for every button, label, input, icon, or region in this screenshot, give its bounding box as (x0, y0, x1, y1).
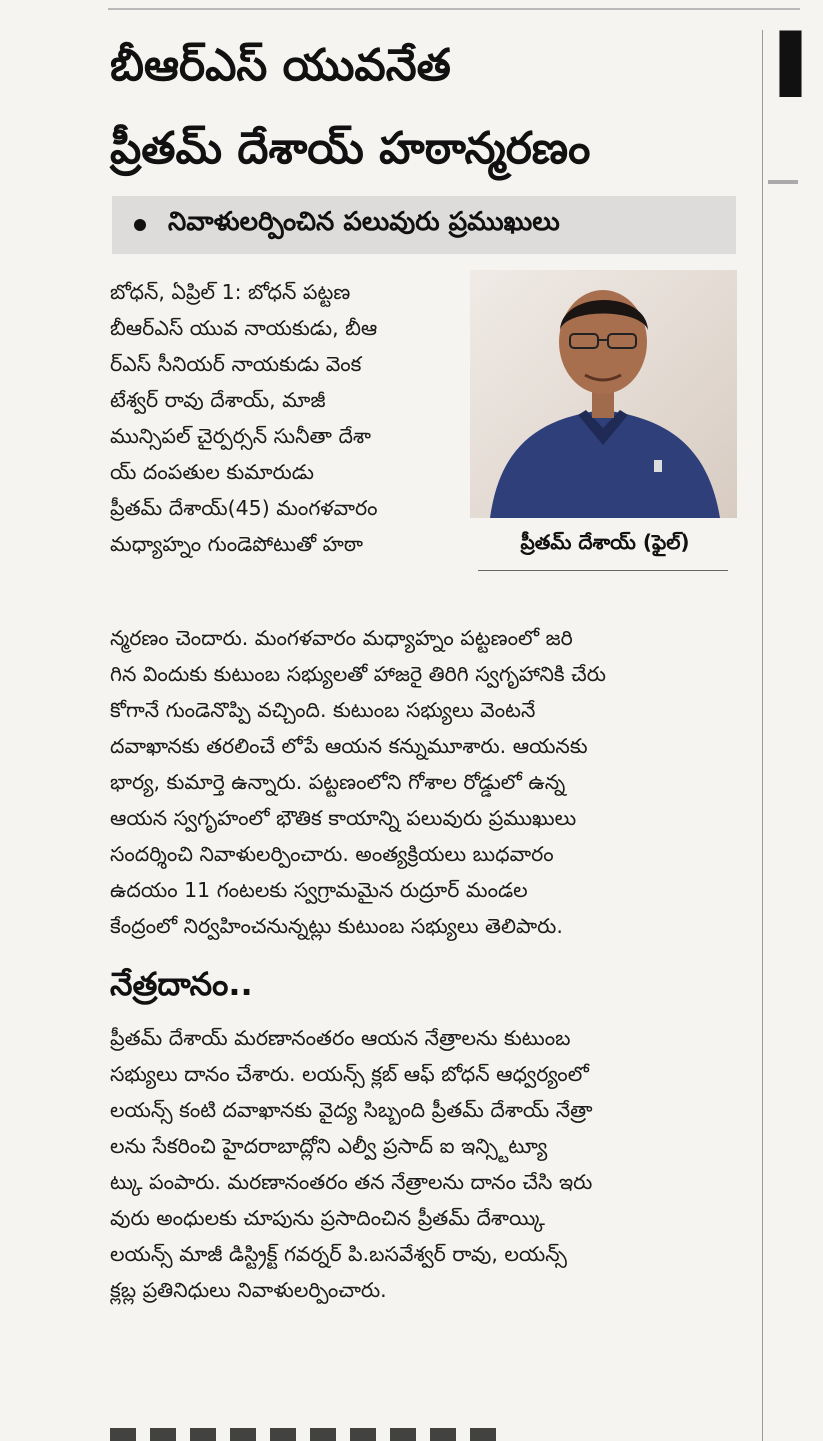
text-line: ప్రీతమ్ దేశాయ్ మరణానంతరం ఆయన నేత్రాలను కుటుంబ (110, 1026, 571, 1050)
lead-paragraph-full (110, 620, 742, 944)
text-line: కోగానే గుండెనొప్పి వచ్చింది. కుటుంబ సభ్యులు వెంటనే (110, 698, 536, 722)
text-line: ర్ఎస్ సీనియర్ నాయకుడు వెంక (110, 352, 362, 376)
portrait-photo (470, 270, 737, 518)
text-line: ఉదయం 11 గంటలకు స్వగ్రామమైన రుద్రూర్ మండల (110, 878, 528, 902)
text-line: కేంద్రంలో నిర్వహించనున్నట్లు కుటుంబ సభ్యులు తెలిపారు. (110, 914, 563, 938)
lead-paragraph-wrapped (110, 274, 462, 562)
text-line: క్లబ్ల ప్రతినిధులు నివాళులర్పించారు. (110, 1278, 387, 1302)
cropped-headline-fragment: ▌ (780, 32, 823, 97)
text-line: ఆయన స్వగృహంలో భౌతిక కాయాన్ని పలువురు ప్రముఖులు (110, 806, 577, 830)
text-line: సభ్యులు దానం చేశారు. లయన్స్ క్లబ్ ఆఫ్ బోధన్ ఆధ్వర్యంలో (110, 1062, 589, 1086)
column-divider (762, 30, 763, 1441)
text-line: లను సేకరించి హైదరాబాద్లోని ఎల్వీ ప్రసాద్ ఐ ఇన్స్టిట్యూ (110, 1134, 548, 1158)
photo-caption: ప్రీతమ్ దేశాయ్ (ఫైల్) (520, 530, 690, 554)
subheadline-band (112, 196, 736, 254)
text-line: య్ దంపతుల కుమారుడు (110, 460, 314, 484)
section-paragraph (110, 1020, 742, 1308)
section-heading: నేత్రదానం.. (110, 965, 253, 1003)
text-line: ప్రీతమ్ దేశాయ్(45) మంగళవారం (110, 496, 378, 520)
text-line: టేశ్వర్ రావు దేశాయ్, మాజీ (110, 388, 326, 412)
headline-line-1: బీఆర్ఎస్ యువనేత (110, 40, 451, 91)
caption-rule (478, 570, 728, 571)
column-rule (768, 180, 798, 184)
text-line: దవాఖానకు తరలించే లోపే ఆయన కన్నుమూశారు. ఆయనకు (110, 734, 588, 758)
text-line: లయన్స్ మాజీ డిస్ట్రిక్ట్ గవర్నర్ పి.బసవేశ్వర్ రావు, లయన్స్ (110, 1242, 567, 1266)
adjacent-column-cropped (766, 0, 823, 1441)
bullet-icon (134, 219, 146, 231)
portrait-illustration (470, 270, 737, 518)
text-line: గిన విందుకు కుటుంబ సభ్యులతో హాజరై తిరిగి స్వగృహానికి చేరు (110, 662, 606, 686)
headline-line-2: ప్రీతమ్ దేశాయ్ హఠాన్మరణం (110, 123, 591, 174)
text-line: ట్కు పంపారు. మరణానంతరం తన నేత్రాలను దానం చేసి ఇరు (110, 1170, 593, 1194)
cropped-next-line (110, 1428, 510, 1441)
text-line: న్మరణం చెందారు. మంగళవారం మధ్యాహ్నం పట్టణంలో జరి (110, 626, 573, 650)
text-line: బీఆర్ఎస్ యువ నాయకుడు, బీఆ (110, 316, 378, 340)
subheadline: నివాళులర్పించిన పలువురు ప్రముఖులు (168, 207, 560, 237)
text-line: వురు అంధులకు చూపును ప్రసాదించిన ప్రీతమ్ దేశాయ్కి (110, 1206, 545, 1230)
text-line: భార్య, కుమార్తె ఉన్నారు. పట్టణంలోని గోశాల రోడ్డులో ఉన్న (110, 770, 566, 794)
text-line: మధ్యాహ్నం గుండెపోటుతో హఠా (110, 532, 363, 556)
text-line: లయన్స్ కంటి దవాఖానకు వైద్య సిబ్బంది ప్రీతమ్ దేశాయ్ నేత్రా (110, 1098, 593, 1122)
text-line: మున్సిపల్ చైర్పర్సన్ సునీతా దేశా (110, 424, 371, 448)
top-rule (108, 8, 800, 10)
text-line: బోధన్, ఏప్రిల్ 1: బోధన్ పట్టణ (110, 280, 351, 304)
text-line: సందర్శించి నివాళులర్పించారు. అంత్యక్రియలు బుధవారం (110, 842, 554, 866)
